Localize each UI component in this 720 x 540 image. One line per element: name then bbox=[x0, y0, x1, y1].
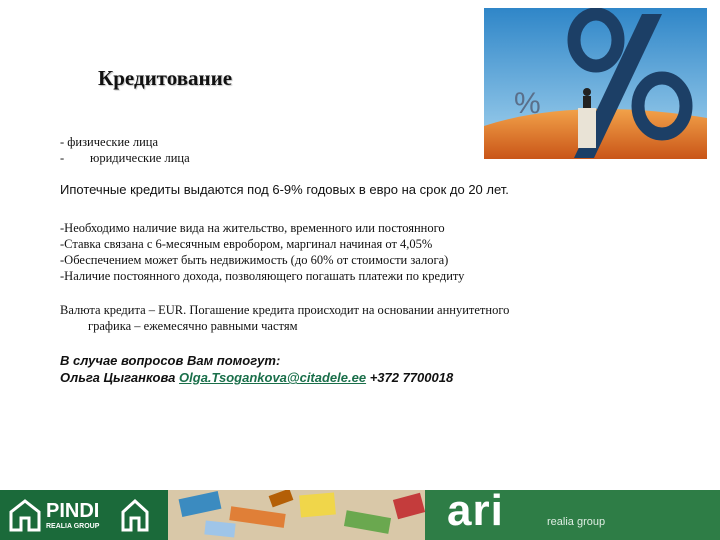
percent-photo bbox=[484, 8, 707, 159]
currency-info bbox=[60, 302, 509, 334]
contact-block bbox=[60, 352, 453, 386]
small-percent-glyph: % bbox=[514, 87, 541, 120]
footer-banner bbox=[0, 490, 720, 540]
client-type-legal bbox=[60, 150, 190, 166]
pindi-name: PINDI bbox=[46, 500, 100, 522]
condition-item: -Ставка связана с 6-месячным евробором, маргинал начиная от 4,05% bbox=[60, 237, 433, 251]
condition-item: -Необходимо наличие вида на жительство, временного или постоянного bbox=[60, 221, 445, 235]
pindi-sub: REALIA GROUP bbox=[46, 523, 100, 530]
ari-name: ari bbox=[447, 490, 504, 535]
contact-line bbox=[60, 369, 453, 386]
condition-item: -Обеспечением может быть недвижимость (до 60% от стоимости залога) bbox=[60, 253, 449, 267]
client-type-individuals: - физические лица bbox=[60, 135, 158, 149]
client-type-legal-label: юридические лица bbox=[90, 151, 190, 165]
house-icon bbox=[120, 498, 150, 532]
client-types bbox=[60, 134, 190, 166]
list-dash: - bbox=[60, 151, 65, 165]
percent-illustration bbox=[484, 8, 707, 159]
condition-item: -Наличие постоянного дохода, позволяющего погашать платежи по кредиту bbox=[60, 269, 465, 283]
contact-email-link[interactable]: Olga.Tsogankova@citadele.ee bbox=[179, 370, 367, 385]
contact-heading: В случае вопросов Вам помогут: bbox=[60, 353, 281, 368]
contact-name: Ольга Цыганкова bbox=[60, 370, 176, 385]
ari-sub: realia group bbox=[547, 516, 606, 528]
currency-line-1: Валюта кредита – EUR. Погашение кредита происходит на основании аннуитетного bbox=[60, 303, 510, 317]
currency-line-2: графика – ежемесячно равными частям bbox=[88, 319, 298, 333]
pindi-logo bbox=[0, 490, 168, 540]
mortgage-terms: Ипотечные кредиты выдаются под 6-9% годовых в евро на срок до 20 лет. bbox=[60, 182, 509, 197]
house-icon bbox=[8, 498, 42, 532]
conditions-list bbox=[60, 220, 464, 284]
page-title: Кредитование bbox=[98, 66, 233, 90]
ari-logo bbox=[425, 490, 720, 540]
contact-phone: +372 7700018 bbox=[369, 370, 454, 385]
